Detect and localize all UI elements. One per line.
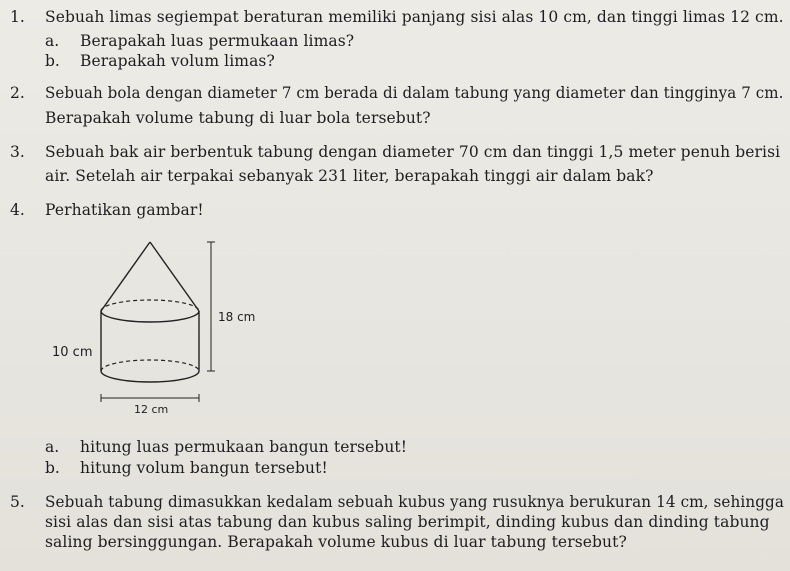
top-ellipse-back [101, 300, 199, 311]
question-4-number: 4. [10, 201, 25, 219]
question-1a-text: Berapakah luas permukaan limas? [80, 32, 355, 50]
question-3-number: 3. [10, 143, 25, 161]
question-5-number: 5. [10, 493, 25, 511]
question-2-text-line-1: Sebuah bola dengan diameter 7 cm berada di dalam tabung yang diameter dan tingginya 7 cm. [45, 84, 784, 102]
question-2-number: 2. [10, 84, 25, 102]
bottom-ellipse-back [101, 360, 199, 371]
question-1a-label: a. [45, 32, 60, 50]
question-1-text: Sebuah limas segiempat beraturan memiliki panjang sisi alas 10 cm, dan tinggi limas 12 cm. [45, 8, 784, 26]
bottom-ellipse-front [101, 371, 199, 382]
question-4b-text: hitung volum bangun tersebut! [80, 459, 328, 477]
question-3-text-line-2: air. Setelah air terpakai sebanyak 231 liter, berapakah tinggi air dalam bak? [45, 167, 654, 185]
question-3-text-line-1: Sebuah bak air berbentuk tabung dengan diameter 70 cm dan tinggi 1,5 meter penuh berisi [45, 143, 781, 161]
question-1b-text: Berapakah volum limas? [80, 52, 275, 70]
question-5-text-line-3: saling bersinggungan. Berapakah volume kubus di luar tabung tersebut? [45, 533, 627, 551]
question-1-number: 1. [10, 8, 25, 26]
question-4a-text: hitung luas permukaan bangun tersebut! [80, 438, 408, 456]
question-2-text-line-2: Berapakah volume tabung di luar bola tersebut? [45, 109, 431, 127]
cone-cylinder-figure [85, 232, 245, 422]
top-ellipse-front [101, 311, 199, 322]
question-4b-label: b. [45, 459, 60, 477]
question-5-text-line-2: sisi alas dan sisi atas tabung dan kubus saling berimpit, dinding kubus dan dinding tabung [45, 513, 770, 531]
question-1b-label: b. [45, 52, 60, 70]
question-4-text: Perhatikan gambar! [45, 201, 204, 219]
height-label: 18 cm [218, 310, 256, 324]
radius-label: 10 cm [52, 345, 93, 360]
width-label: 12 cm [134, 403, 169, 416]
question-4a-label: a. [45, 438, 60, 456]
question-5-text-line-1: Sebuah tabung dimasukkan kedalam sebuah kubus yang rusuknya berukuran 14 cm, sehingga [45, 493, 785, 511]
